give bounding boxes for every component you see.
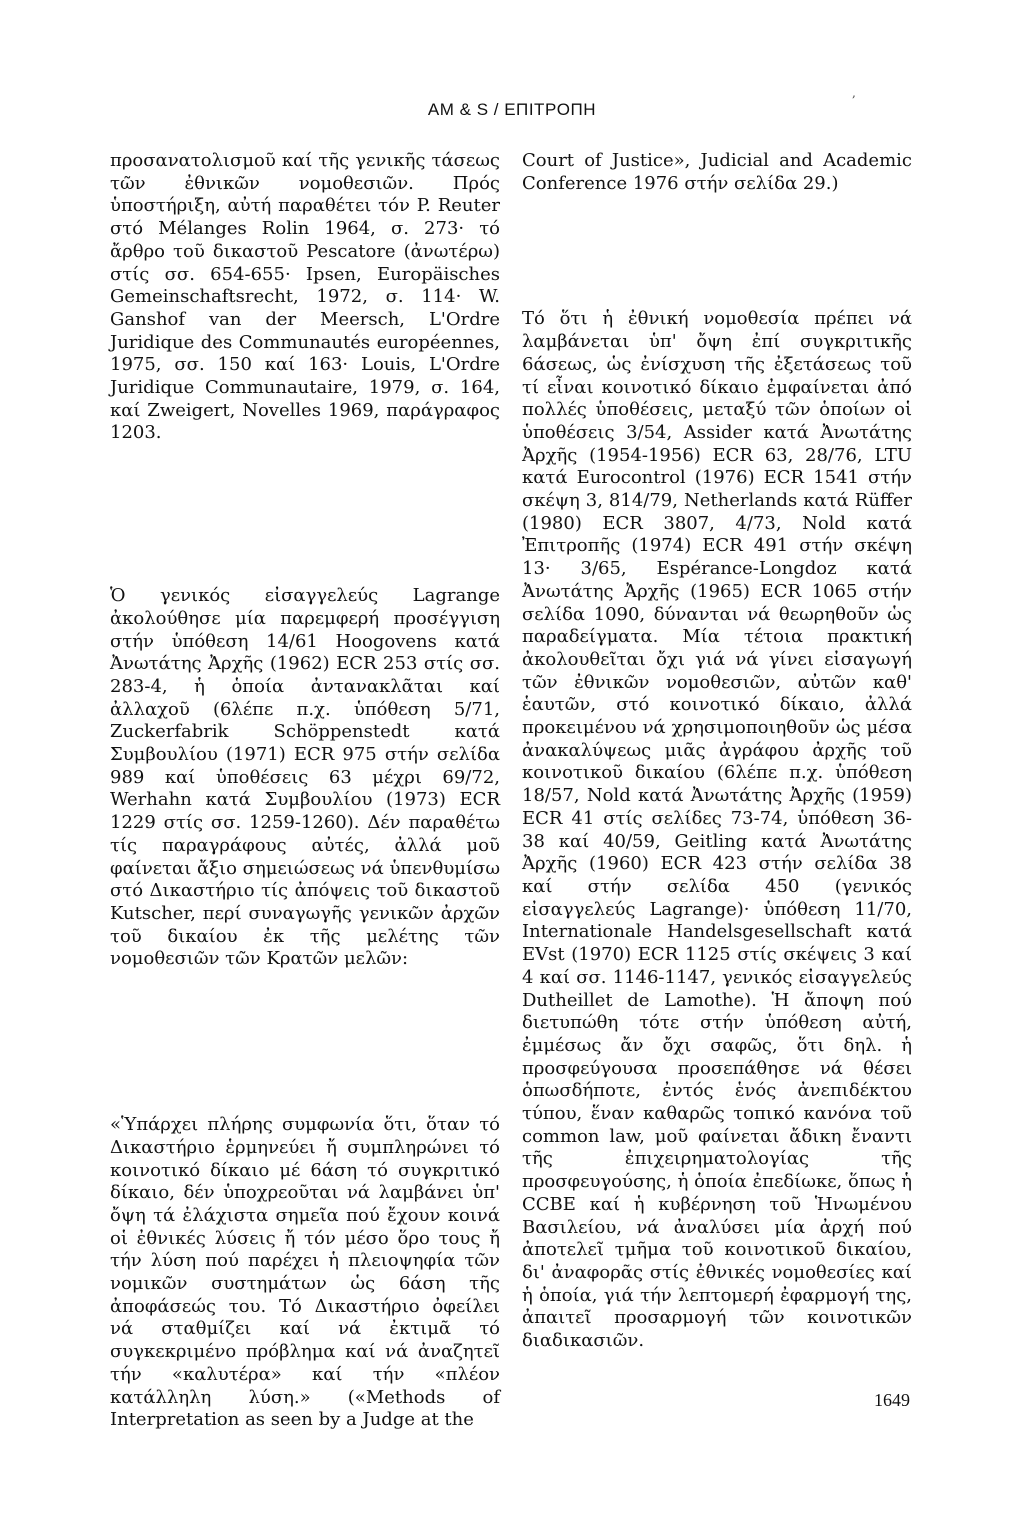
left-paragraph-2: Ὁ γενικός εἰσαγγελεύς Lagrange ἀκολούθησε μία παρεμφερή προσέγγιση στήν ὑπόθεση 14/61 Hoogovens κατά Ἀνωτάτης Ἀρχῆς (1962) ECR 253 στίς σσ. 283-4, ἡ ὁποία ἀντανακλᾶται καί ἀλλαχοῦ (6λέπε π.χ. ὑπόθεση 5/71, Zuckerfabrik Schöppenstedt κατά Συμβουλίου (1971) ECR 975 στήν σελίδα 989 καί ὑποθέσεις 63 μέχρι 69/72, Werhahn κατά Συμβουλίου (1973) ECR 1229 στίς σσ. 1259-1260). Δέν παραθέτω τίς παραγράφους αὐτές, ἀλλά μοῦ φαίνεται ἄξιο σημειώσεως νά ὑπενθυμίσω στό Δικαστήριο τίς ἀπόψεις τοῦ δικαστοῦ Kutscher, περί συναγωγῆς γενικῶν ἀρχῶν τοῦ δικαίου ἐκ τῆς μελέτης τῶν νομοθεσιῶν τῶν Κρατῶν μελῶν: [110, 585, 500, 970]
right-paragraph-1: Court of Justice», Judicial and Academic Conference 1976 στήν σελίδα 29.) [522, 150, 912, 194]
left-paragraph-1: προσανατολισμοῦ καί τῆς γενικῆς τάσεως τῶν ἐθνικῶν νομοθεσιῶν. Πρός ὑποστήριξη, αὐτή παραθέτει τόν P. Reuter στό Mélanges Rolin 1964, σ. 273· τό ἄρθρο τοῦ δικαστοῦ Pescatore (ἀνωτέρω) στίς σσ. 654-655· Ipsen, Europäisches Gemeinschaftsrecht, 1972, σ. 114· W. Ganshof van der Meersch, L'Ordre Juridique des Communautés européennes, 1975, σσ. 150 καί 163· Louis, L'Ordre Juridique Communautaire, 1979, σ. 164, καί Zweigert, Novelles 1969, παράγραφος 1203. [110, 150, 500, 444]
running-header: AM & S / ΕΠΙΤΡΟΠΗ [427, 100, 597, 119]
right-column [522, 150, 912, 1353]
right-paragraph-2: Τό ὅτι ἡ ἐθνική νομοθεσία πρέπει νά λαμβάνεται ὑπ' ὄψη ἐπί συγκριτικῆς 6άσεως, ὡς ἐνίσχυση τῆς ἐξετάσεως τοῦ τί εἶναι κοινοτικό δίκαιο ἐμφαίνεται ἀπό πολλές ὑποθέσεις, μεταξύ τῶν ὁποίων οἱ ὑποθέσεις 3/54, Assider κατά Ἀνωτάτης Ἀρχῆς (1954-1956) ECR 63, 28/76, LTU κατά Eurocontrol (1976) ECR 1541 στήν σκέψη 3, 814/79, Netherlands κατά Rüffer (1980) ECR 3807, 4/73, Nold κατά Ἐπιτροπῆς (1974) ECR 491 στήν σκέψη 13· 3/65, Espérance-Longdoz κατά Ἀνωτάτης Ἀρχῆς (1965) ECR 1065 στήν σελίδα 1090, δύνανται νά θεωρηθοῦν ὡς παραδείγματα. Μία τέτοια πρακτική ἀκολουθεῖται ὄχι γιά νά γίνει εἰσαγωγή τῶν ἐθνικῶν νομοθεσιῶν, αὐτῶν καθ' ἑαυτῶν, στό κοινοτικό δίκαιο, ἀλλά προκειμένου νά χρησιμοποιηθοῦν ὡς μέσα ἀνακαλύψεως μιᾶς ἀγράφου ἀρχῆς τοῦ κοινοτικοῦ δικαίου (6λέπε π.χ. ὑπόθεση 18/57, Nold κατά Ἀνωτάτης Ἀρχῆς (1959) ECR 41 στίς σελίδες 73-74, ὑπόθεση 36-38 καί 40/59, Geitling κατά Ἀνωτάτης Ἀρχῆς (1960) ECR 423 στήν σελίδα 38 καί στήν σελίδα 450 (γενικός εἰσαγγελεύς Lagrange)· ὑπόθεση 11/70, Internationale Handelsgesellschaft κατά EVst (1970) ECR 1125 στίς σκέψεις 3 καί 4 καί σσ. 1146-1147, γενικός εἰσαγγελεύς Dutheillet de Lamothe). Ἡ ἄποψη πού διετυπώθη τότε στήν ὑπόθεση αὐτή, ἐμμέσως ἄν ὄχι σαφῶς, ὅτι δηλ. ἡ προσφεύγουσα προσεπάθησε νά θέσει ὁπωσδήποτε, ἐντός ἑνός ἀνεπιδέκτου τύπου, ἕναν καθαρῶς τοπικό κανόνα τοῦ common law, μοῦ φαίνεται ἄδικη ἔναντι τῆς ἐπιχειρηματολογίας τῆς προσφευγούσης, ἡ ὁποία ἐπεδίωκε, ὅπως ἡ CCBE καί ἡ κυβέρνηση τοῦ Ἡνωμένου Βασιλείου, νά ἀναλύσει μία ἀρχή πού ἀποτελεῖ τμῆμα τοῦ κοινοτικοῦ δικαίου, δι' ἀναφορᾶς στίς ἐθνικές νομοθεσίες καί ἡ ὁποία, γιά τήν λεπτομερή ἐφαρμογή της, ἀπαιτεῖ προσαρμογή τῶν κοινοτικῶν διαδικασιῶν. [522, 308, 912, 1352]
left-paragraph-3: «Ὑπάρχει πλήρης συμφωνία ὅτι, ὅταν τό Δικαστήριο ἑρμηνεύει ἤ συμπληρώνει τό κοινοτικό δίκαιο μέ 6άση τό συγκριτικό δίκαιο, δέν ὑποχρεοῦται νά λαμβάνει ὑπ' ὄψη τά ἐλάχιστα σημεῖα πού ἔχουν κοινά οἱ ἐθνικές λύσεις ἤ τόν μέσο ὅρο τους ἤ τήν λύση πού παρέχει ἡ πλειοψηφία τῶν νομικῶν συστημάτων ὡς 6άση τῆς ἀποφάσεώς του. Τό Δικαστήριο ὀφείλει νά σταθμίζει καί νά ἐκτιμᾶ τό συγκεκριμένο πρόβλημα καί νά ἀναζητεῖ τήν «καλυτέρα» καί τήν «πλέον κατάλληλη λύση.» («Methods of Interpretation as seen by a Judge at the [110, 1114, 500, 1431]
page-number: 1649 [874, 1390, 910, 1410]
left-column [110, 150, 500, 1432]
stray-mark: , [852, 86, 856, 100]
